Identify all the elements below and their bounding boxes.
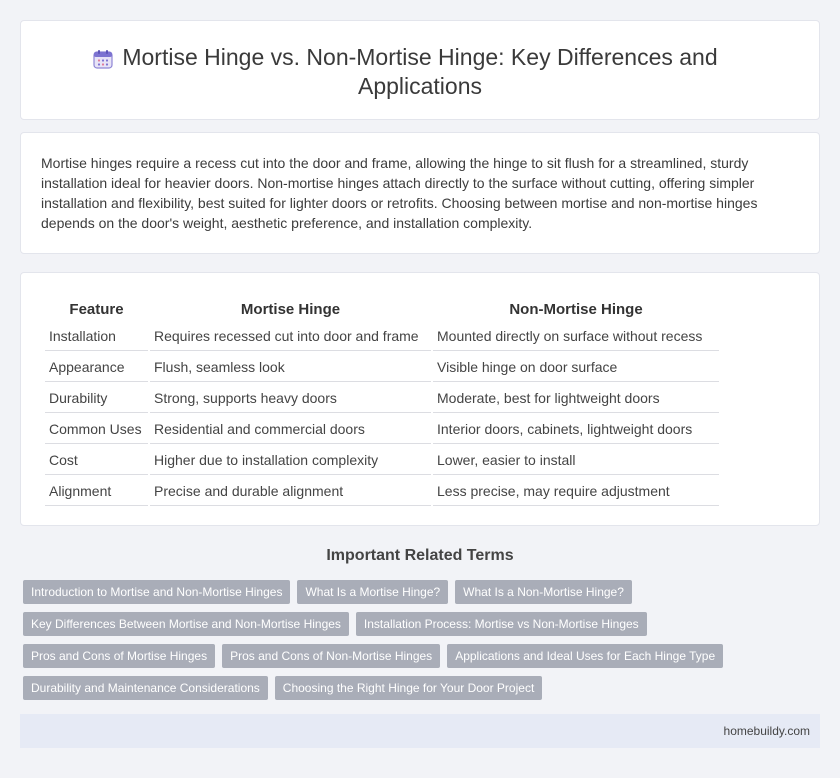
- intro-paragraph: Mortise hinges require a recess cut into the door and frame, allowing the hinge to sit flush for a streamlined, sturdy installation ideal for heavier doors. Non-mortise hinges attach directly to the surface without cutting, offering simpler installation and flexibility, best suited for lighter doors or retrofits. Choosing between mortise and non-mortise hinges depends on the door's weight, aesthetic preference, and installation complexity.: [41, 155, 758, 231]
- table-cell: Requires recessed cut into door and frame: [150, 322, 431, 351]
- page-title: Mortise Hinge vs. Non-Mortise Hinge: Key Differences and Applications: [122, 44, 718, 99]
- table-row: [45, 446, 719, 475]
- table-cell: Appearance: [45, 353, 148, 382]
- header-card: [20, 20, 820, 120]
- table-cell: Installation: [45, 322, 148, 351]
- table-cell: Lower, easier to install: [433, 446, 719, 475]
- table-row: [45, 322, 719, 351]
- header-feature: Feature: [69, 300, 124, 318]
- footer-site-name: homebuildy.com: [723, 724, 810, 738]
- table-cell: Higher due to installation complexity: [150, 446, 431, 475]
- related-term-link[interactable]: What Is a Non-Mortise Hinge?: [455, 580, 632, 604]
- related-term-link[interactable]: What Is a Mortise Hinge?: [297, 580, 448, 604]
- header-non-mortise: Non-Mortise Hinge: [509, 300, 643, 318]
- table-row: [45, 477, 719, 506]
- table-cell: Interior doors, cabinets, lightweight doors: [433, 415, 719, 444]
- table-row: [45, 353, 719, 382]
- table-cell: Visible hinge on door surface: [433, 353, 719, 382]
- table-cell: Common Uses: [45, 415, 148, 444]
- related-term-link[interactable]: Key Differences Between Mortise and Non-Mortise Hinges: [23, 612, 349, 636]
- comparison-table: [43, 292, 721, 508]
- table-cell: Mounted directly on surface without recess: [433, 322, 719, 351]
- related-term-link[interactable]: Durability and Maintenance Considerations: [23, 676, 268, 700]
- comparison-card: [20, 272, 820, 526]
- related-term-link[interactable]: Choosing the Right Hinge for Your Door Project: [275, 676, 542, 700]
- related-term-link[interactable]: Pros and Cons of Mortise Hinges: [23, 644, 215, 668]
- related-term-link[interactable]: Pros and Cons of Non-Mortise Hinges: [222, 644, 440, 668]
- table-cell: Flush, seamless look: [150, 353, 431, 382]
- table-row: [45, 384, 719, 413]
- intro-card: [20, 132, 820, 254]
- table-cell: Less precise, may require adjustment: [433, 477, 719, 506]
- related-terms-heading: Important Related Terms: [326, 547, 514, 564]
- table-cell: Moderate, best for lightweight doors: [433, 384, 719, 413]
- table-cell: Durability: [45, 384, 148, 413]
- table-cell: Precise and durable alignment: [150, 477, 431, 506]
- related-term-link[interactable]: Applications and Ideal Uses for Each Hinge Type: [447, 644, 723, 668]
- related-term-link[interactable]: Installation Process: Mortise vs Non-Mortise Hinges: [356, 612, 647, 636]
- header-mortise: Mortise Hinge: [240, 300, 341, 318]
- table-cell: Strong, supports heavy doors: [150, 384, 431, 413]
- footer: [20, 714, 820, 748]
- related-term-link[interactable]: Introduction to Mortise and Non-Mortise Hinges: [23, 580, 290, 604]
- table-cell: Cost: [45, 446, 148, 475]
- related-terms-list: [23, 580, 763, 700]
- table-cell: Residential and commercial doors: [150, 415, 431, 444]
- table-row: [45, 415, 719, 444]
- table-cell: Alignment: [45, 477, 148, 506]
- table-header-row: [45, 294, 719, 320]
